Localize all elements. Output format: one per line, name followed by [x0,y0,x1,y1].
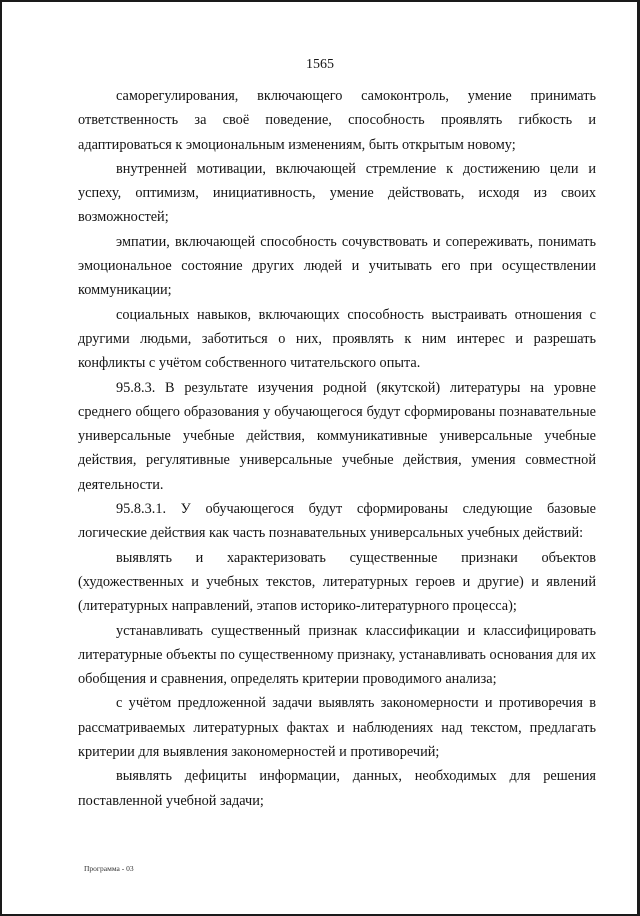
paragraph: саморегулирования, включающего самоконтроль, умение принимать ответственность за своё поведение, способность проявлять гибкость и адаптироваться к эмоциональным изменениям, быть открытым новому; [78,88,596,153]
scan-border-top [0,0,640,2]
paragraph: выявлять дефициты информации, данных, необходимых для решения поставленной учебной задачи; [78,768,596,809]
footer-note: Программа - 03 [84,864,134,873]
paragraph: 95.8.3.1. У обучающегося будут сформированы следующие базовые логические действия как часть познавательных универсальных учебных действий: [78,501,596,542]
paragraph: социальных навыков, включающих способность выстраивать отношения с другими людьми, заботиться о них, проявлять к ним интерес и разрешать конфликты с учётом собственного читательского опыта. [78,306,596,372]
document-body [78,84,596,813]
paragraph: с учётом предложенной задачи выявлять закономерности и противоречия в рассматриваемых литературных фактах и наблюдениях над текстом, предлагать критерии для выявления закономерностей и противоречий; [78,695,596,761]
paragraph: выявлять и характеризовать существенные признаки объектов (художественных и учебных текстов, литературных героев и другие) и явлений (литературных направлений, этапов историко-литературного процесса); [78,549,596,615]
paragraph: внутренней мотивации, включающей стремление к достижению цели и успеху, оптимизм, инициативность, умение действовать, исходя из своих возможностей; [78,160,596,226]
paragraph: 95.8.3. В результате изучения родной (якутской) литературы на уровне среднего общего образования у обучающегося будут сформированы познавательные универсальные учебные действия, коммуникативные универсальные учебные действия, регулятивные универсальные учебные действия, умения совместной деятельности. [78,379,596,493]
page-number: 1565 [306,57,334,72]
paragraph: эмпатии, включающей способность сочувствовать и сопереживать, понимать эмоциональное состояние других людей и учитывать его при осуществлении коммуникации; [78,233,596,299]
scan-border-left [0,0,2,916]
paragraph: устанавливать существенный признак классификации и классифицировать литературные объекты по существенному признаку, устанавливать основания для их обобщения и сравнения, определять критерии проводимого анализа; [78,622,596,688]
